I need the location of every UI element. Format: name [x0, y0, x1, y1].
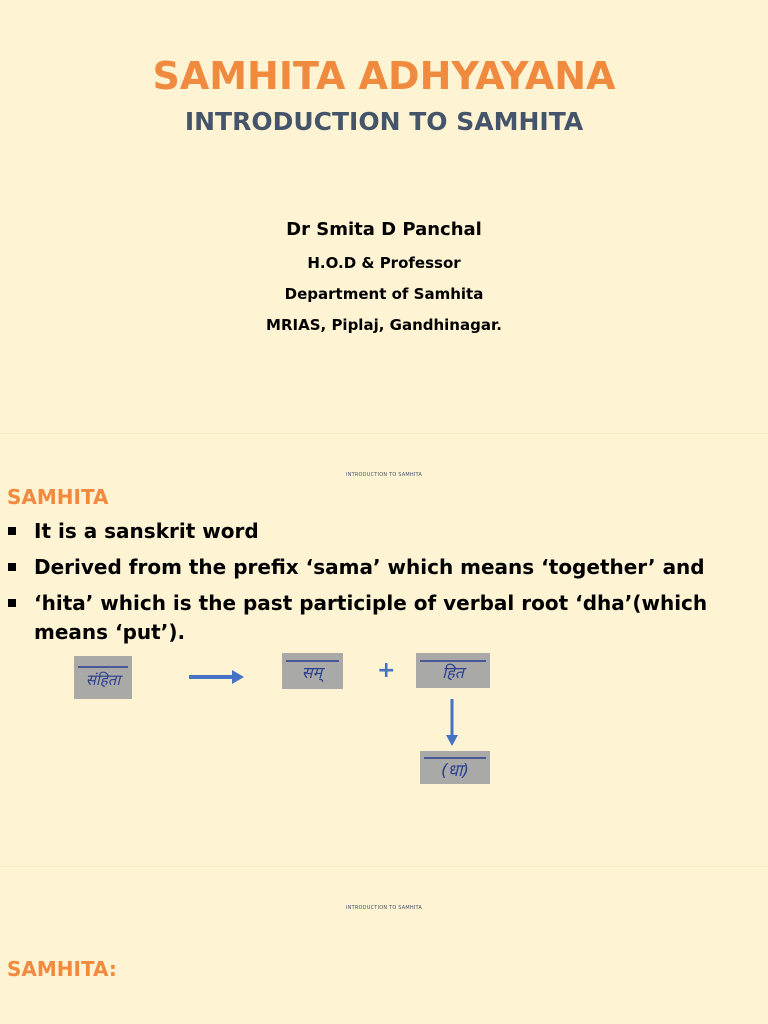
word-hita-text: हित	[442, 663, 464, 682]
bullet-list	[0, 517, 768, 654]
slide-header: INTRODUCTION TO SAMHITA	[346, 905, 422, 911]
bullet-item: It is a sanskrit word	[0, 517, 768, 546]
content-slide-samhita	[0, 434, 768, 866]
handwritten-dha-image	[420, 751, 490, 784]
handwritten-hita-image	[416, 653, 490, 688]
plus-sign: +	[377, 658, 396, 683]
author-department: Department of Samhita	[284, 285, 484, 303]
author-designation: H.O.D & Professor	[307, 254, 461, 272]
presentation-subtitle: INTRODUCTION TO SAMHITA	[184, 107, 584, 136]
slide-header: INTRODUCTION TO SAMHITA	[346, 472, 422, 478]
title-slide	[0, 0, 768, 433]
handwritten-sam-image	[282, 653, 343, 689]
right-arrow-icon	[189, 669, 245, 685]
section-heading: SAMHITA:	[7, 957, 117, 981]
handwritten-samhita-image	[74, 656, 132, 699]
author-institution: MRIAS, Piplaj, Gandhinagar.	[266, 316, 502, 334]
author-name: Dr Smita D Panchal	[286, 219, 482, 240]
section-heading: SAMHITA	[7, 485, 109, 509]
bullet-item: Derived from the prefix ‘sama’ which means ‘together’ and	[0, 553, 768, 582]
word-sam-text: सम्	[301, 663, 323, 682]
bullet-item: ‘hita’ which is the past participle of verbal root ‘dha’(which means ‘put’).	[0, 589, 768, 647]
word-samhita-text: संहिता	[85, 671, 121, 689]
word-dha-text: (धा)	[440, 761, 470, 781]
content-slide-samhita-2	[0, 867, 768, 1024]
presentation-title: SAMHITA ADHYAYANA	[152, 54, 616, 98]
down-arrow-icon	[445, 699, 459, 747]
